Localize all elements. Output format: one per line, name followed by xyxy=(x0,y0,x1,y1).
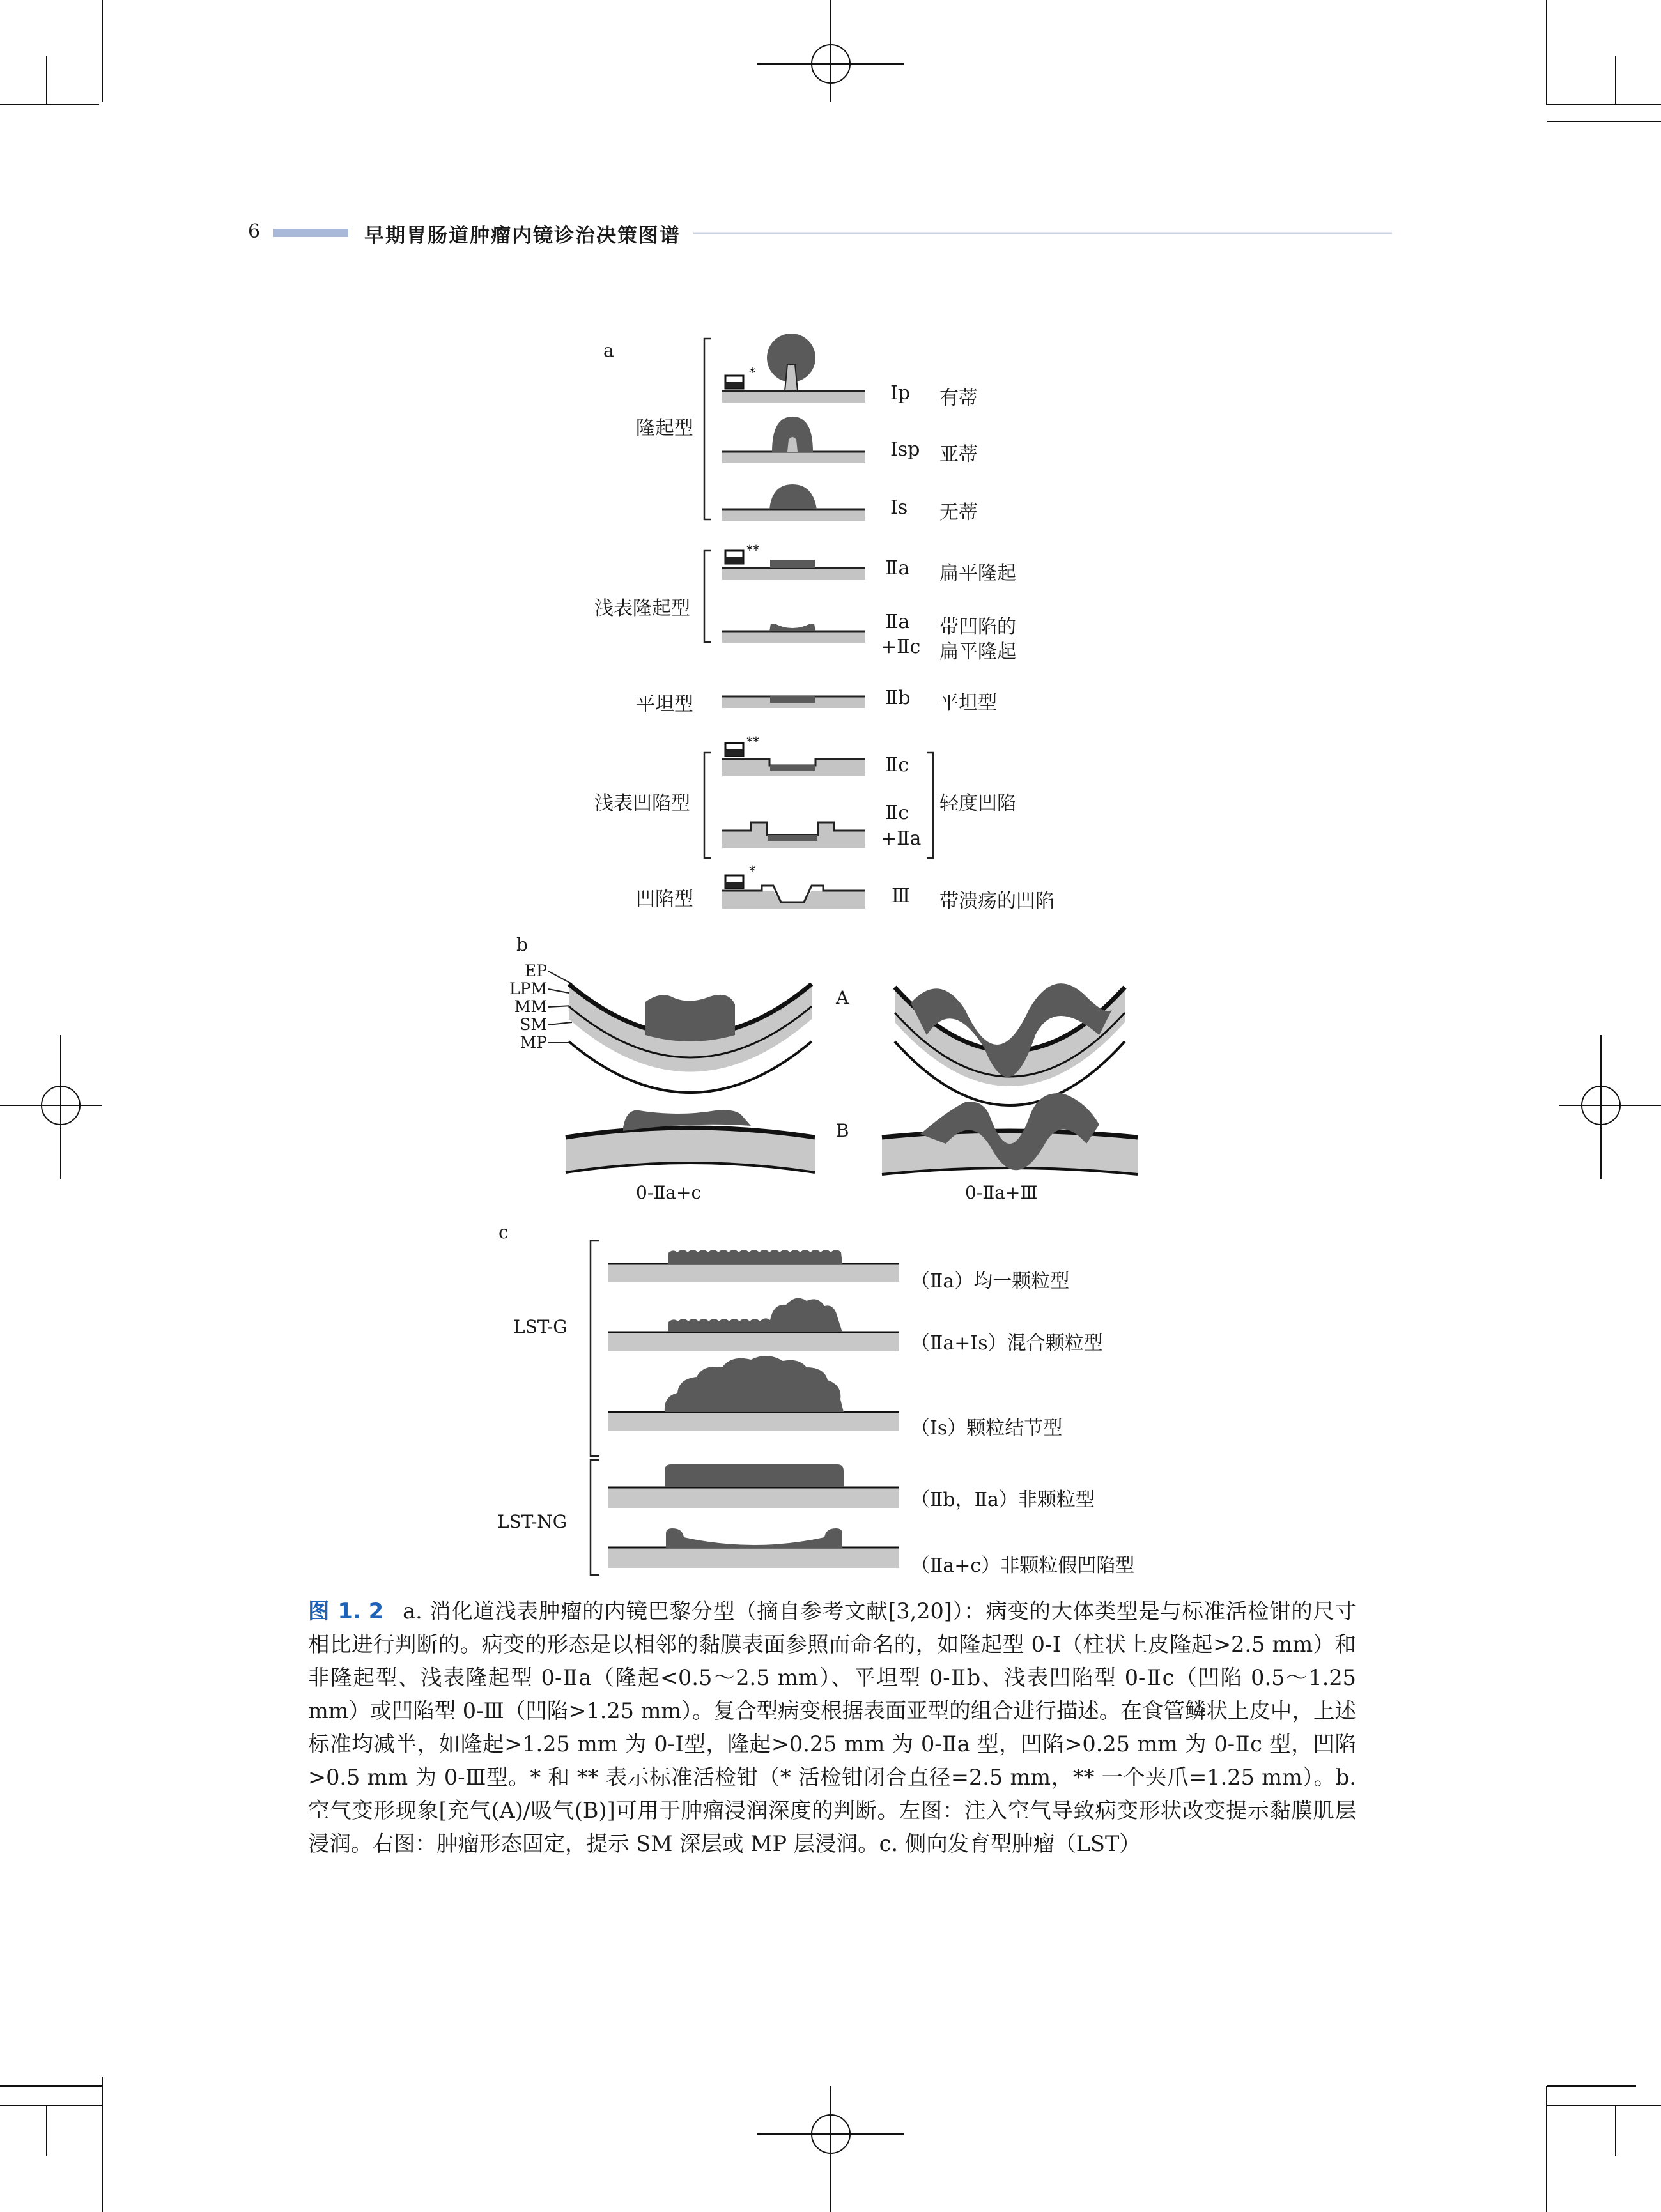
lesion-IIb-drawing xyxy=(722,696,865,708)
type-code: Ⅱc xyxy=(885,754,909,776)
group-label: 浅表隆起型 xyxy=(594,597,690,620)
caption-figure-number: 图 1. 2 xyxy=(308,1599,384,1624)
lesion-III-drawing xyxy=(722,863,865,909)
lst-desc: （Ⅱa）均一颗粒型 xyxy=(911,1270,1070,1293)
caption-text: a. 消化道浅表肿瘤的内镜巴黎分型（摘自参考文献[3,20]）：病变的大体类型是与标准活检钳的尺寸相比进行判断的。病变的形态是以相邻的黏膜表面参照而命名的，如隆起型 0-Ⅰ（柱状上皮隆起>2.5 mm）和非隆起型、浅表隆起型 0-Ⅱa（隆起<0.5～2.5 mm）、平坦型 0-Ⅱb、浅表凹陷型 0-Ⅱc（凹陷 0.5～1.25 mm）或凹陷型 0-Ⅲ（凹陷>1.25 mm）。复合型病变根据表面亚型的组合进行描述。在食管鳞状上皮中，上述标准均减半，如隆起>1.25 mm 为 0-Ⅰ型，隆起>0.25 mm 为 0-Ⅱa 型，凹陷>0.25 mm 为 0-Ⅱc 型，凹陷>0.5 mm 为 0-Ⅲ型。* 和 ** 表示标准活检钳（* 活检钳闭合直径=2.5 mm，** 一个夹爪=1.25 mm）。b. 空气变形现象[充气(A)/吸气(B)]可用于肿瘤浸润深度的判断。左图：注入空气导致病变形状改变提示黏膜肌层浸润。右图：肿瘤形态固定，提示 SM 深层或 MP 层浸润。c. 侧向发育型肿瘤（LST） xyxy=(308,1599,1357,1856)
group-label: 浅表凹陷型 xyxy=(594,792,690,815)
panel-letter-a: a xyxy=(603,340,614,361)
panel-letter-b: b xyxy=(516,934,528,955)
type-desc: 带凹陷的 xyxy=(939,616,1016,638)
type-desc: 无蒂 xyxy=(939,502,978,524)
group-label: LST-NG xyxy=(497,1511,568,1532)
lesion-IIa-IIc-drawing xyxy=(722,624,865,643)
biopsy-marker: ** xyxy=(746,734,759,749)
lesion-Ip-drawing xyxy=(722,334,865,403)
layer-label: MM xyxy=(514,997,547,1016)
type-code: Ⅱa xyxy=(885,611,910,633)
wall-left-B xyxy=(566,1110,815,1172)
biopsy-marker: * xyxy=(749,365,755,380)
running-title: 早期胃肠道肿瘤内镜诊治决策图谱 xyxy=(364,224,681,247)
group-label: 凹陷型 xyxy=(636,888,693,910)
lesion-Is-drawing xyxy=(722,484,865,521)
type-code: Ⅰp xyxy=(890,382,911,404)
group-label: 隆起型 xyxy=(636,417,693,440)
type-desc: 平坦型 xyxy=(939,692,997,714)
type-code: Ⅱa xyxy=(885,557,910,580)
lst-desc: （Ⅱa+Ⅰs）混合颗粒型 xyxy=(911,1332,1103,1355)
column-label: 0-Ⅱa+Ⅲ xyxy=(965,1182,1038,1203)
panel-a-brackets xyxy=(704,339,933,858)
lst-mixed-drawing xyxy=(608,1298,899,1351)
type-desc: 扁平隆起 xyxy=(939,562,1016,585)
lesion-IIc-drawing xyxy=(722,734,865,776)
lst-desc: （Ⅱb，Ⅱa）非颗粒型 xyxy=(911,1489,1095,1511)
layer-label: SM xyxy=(520,1015,547,1034)
row-label-A: A xyxy=(836,987,849,1008)
type-desc: 有蒂 xyxy=(939,387,978,410)
type-code: Ⅰs xyxy=(890,496,908,519)
lesion-IIa-drawing xyxy=(722,542,865,580)
group-label: 平坦型 xyxy=(636,693,693,716)
biopsy-marker: ** xyxy=(746,542,759,558)
lst-desc: （Ⅰs）颗粒结节型 xyxy=(911,1417,1063,1440)
type-desc-2: 扁平隆起 xyxy=(939,641,1016,663)
lesion-IIc-IIa-drawing xyxy=(722,822,865,848)
type-code: Ⅲ xyxy=(892,885,910,907)
type-code-2: +Ⅱa xyxy=(881,827,922,850)
layer-label: MP xyxy=(520,1033,547,1052)
lst-homogeneous-drawing xyxy=(608,1250,899,1282)
page-number: 6 xyxy=(248,220,261,243)
panel-c-brackets xyxy=(591,1241,599,1575)
wall-right-A xyxy=(895,983,1125,1105)
panel-letter-c: c xyxy=(498,1222,509,1243)
panel-c-drawings xyxy=(608,1250,899,1568)
lesion-Isp-drawing xyxy=(722,417,865,463)
biopsy-marker: * xyxy=(749,863,755,879)
type-desc: 带溃疡的凹陷 xyxy=(939,890,1055,912)
group-label: LST-G xyxy=(513,1316,568,1337)
column-label: 0-Ⅱa+c xyxy=(636,1182,702,1203)
type-code: Ⅱc xyxy=(885,802,909,824)
lst-pseudo-depressed-drawing xyxy=(608,1528,899,1568)
lst-flat-elevated-drawing xyxy=(608,1464,899,1508)
lst-nodular-drawing xyxy=(608,1356,899,1431)
bracket-label: 轻度凹陷 xyxy=(939,792,1016,815)
wall-left-A xyxy=(569,984,812,1093)
type-code: Ⅱb xyxy=(885,687,911,709)
row-label-B: B xyxy=(836,1120,849,1141)
layer-label: LPM xyxy=(509,979,547,998)
type-desc: 亚蒂 xyxy=(939,443,978,466)
layer-label: EP xyxy=(524,962,547,980)
figure-caption xyxy=(308,1595,1356,1861)
panel-a-drawings xyxy=(722,334,865,909)
lst-desc: （Ⅱa+c）非颗粒假凹陷型 xyxy=(911,1555,1135,1577)
type-code: Ⅰsp xyxy=(890,438,920,461)
type-code-2: +Ⅱc xyxy=(881,636,921,658)
